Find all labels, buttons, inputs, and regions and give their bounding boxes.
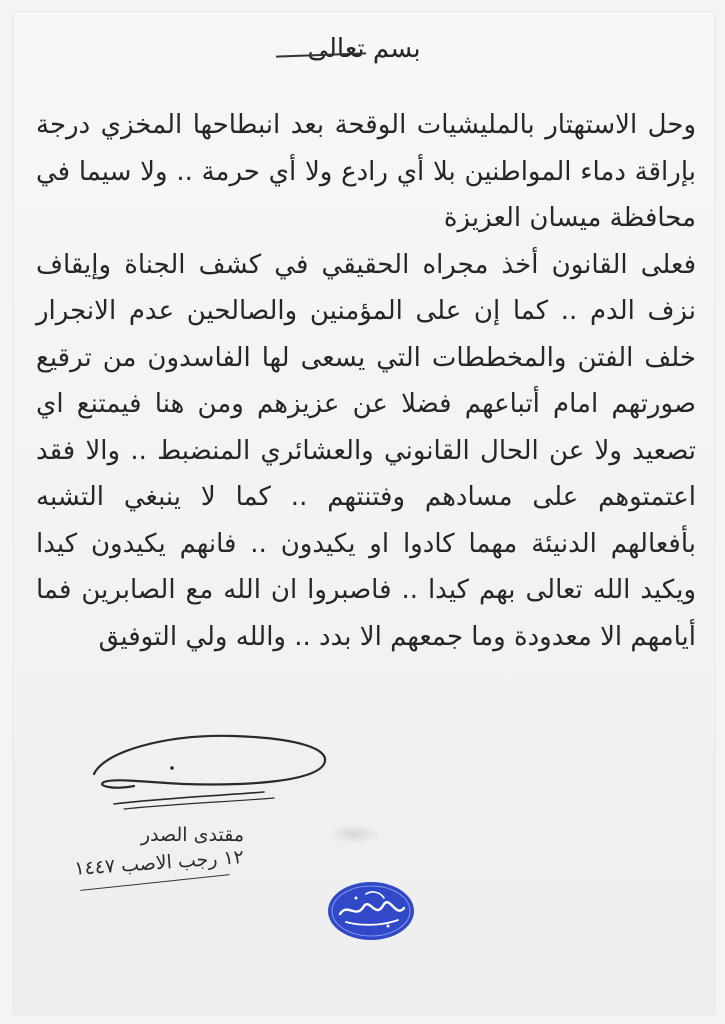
paragraph-2: فعلى القانون أخذ مجراه الحقيقي في كشف الجناة وإيقاف نزف الدم .. كما إن على المؤمنين والصالحين عدم الانجرار خلف الفتن والمخططات التي يسعى لها الفاسدون من ترقيع صورتهم امام أتباعهم فضلا عن عزيزهم ومن هنا فيمتنع اي تصعيد ولا عن الحال القانوني والعشائري المنضبط .. والا فقد اعتمتوهم على مسادهم وفتنتهم .. كما لا ينبغي التشبه بأفعالهم الدنيئة مهما كادوا او يكيدون .. فانهم يكيدون كيدا ويكيد الله تعالى بهم كيدا .. فاصبروا ان الله مع الصابرين فما أيامهم الا معدودة وما جمعهم الا بدد .. والله ولي التوفيق xyxy=(36,249,696,652)
ink-smudge xyxy=(330,824,380,844)
letter-body xyxy=(36,102,696,660)
signature-block xyxy=(74,712,334,912)
letter-heading: بسم تعالى xyxy=(307,34,421,64)
signatory-name: مقتدى الصدر xyxy=(140,824,244,846)
paragraph-1: وحل الاستهتار بالمليشيات الوقحة بعد انبطاحها المخزي درجة بإراقة دماء المواطنين بلا أي رادع ولا أي حرمة .. ولا سيما في محافظة ميسان العزيزة xyxy=(36,110,696,233)
signature-scribble xyxy=(74,712,334,812)
signature-date: ١٢ رجب الاصب ١٤٤٧ xyxy=(73,846,245,880)
official-seal-stamp xyxy=(326,880,416,942)
handwritten-letter xyxy=(14,12,714,1014)
